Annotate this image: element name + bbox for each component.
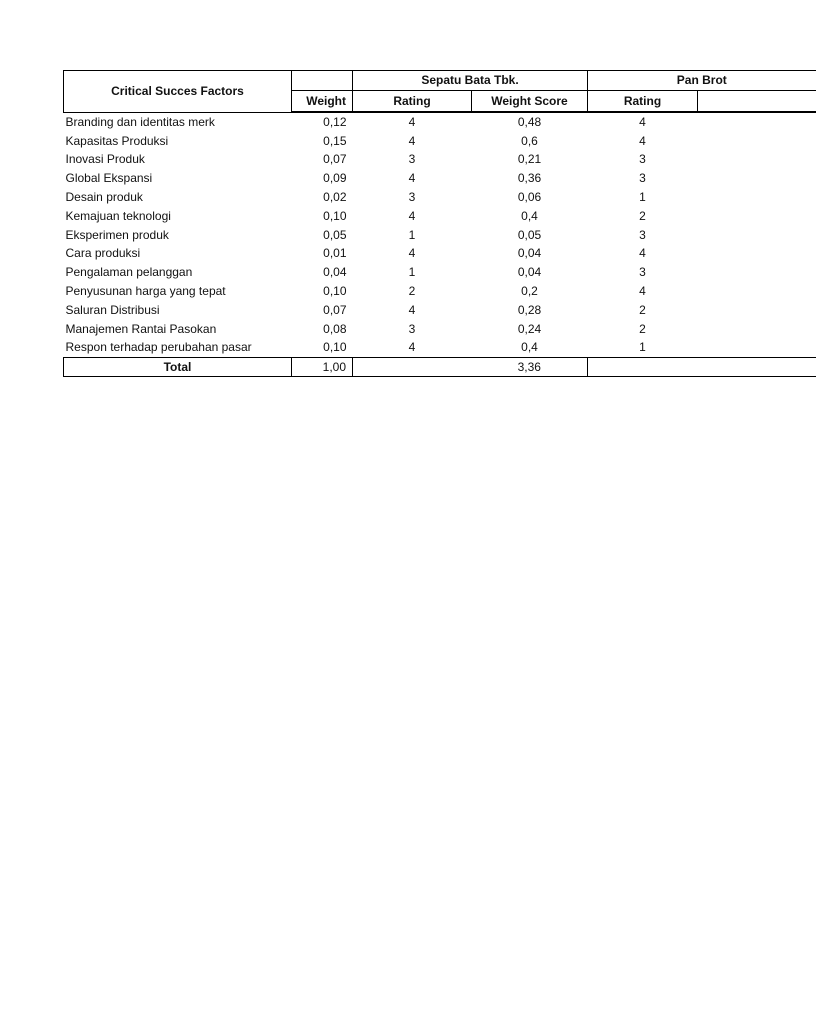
score-1-cell: 0,06 [517,190,542,205]
factor-cell: Cara produksi [65,246,141,261]
rating-1-cell: 4 [408,114,416,129]
factor-cell: Kemajuan teknologi [65,208,171,223]
weight-cell: 0,05 [323,227,347,242]
table-row [64,263,816,282]
rating-2-cell: 3 [639,171,646,186]
rating-1-cell: 1 [408,227,416,242]
rating-2-cell: 1 [639,340,646,355]
csf-header: Critical Succes Factors [64,71,292,113]
table-row [64,151,816,170]
score-1-cell: 0,28 [517,302,542,317]
table-row [64,132,816,151]
total-weight: 1,00 [292,358,353,377]
csf-table [63,70,816,377]
weight-cell: 0,10 [323,284,347,299]
table-row [64,188,816,207]
table-row [64,301,816,320]
score-2-cell [698,245,816,264]
score-1-cell: 0,04 [517,246,542,261]
company-2-name: Pan Brot [588,71,816,91]
factor-cell: Desain produk [65,190,143,205]
table-row [64,245,816,264]
weight-cell: 0,02 [323,190,347,205]
factor-cell: Kapasitas Produksi [65,133,169,148]
table-row [64,339,816,358]
rating-1-cell: 4 [408,340,416,355]
rating-1-cell: 4 [408,246,416,261]
rating-2-cell: 3 [639,227,646,242]
score-2-cell [698,282,816,301]
total-rating-2 [588,358,698,377]
rating-2-cell: 3 [639,265,646,280]
score-2-cell [698,188,816,207]
score-2-cell [698,226,816,245]
table-row [64,226,816,245]
rating-1-cell: 1 [408,265,416,280]
score-1-cell: 0,24 [517,321,542,336]
factor-cell: Manajemen Rantai Pasokan [65,321,217,336]
table-row [64,112,816,132]
rating-2-cell: 4 [639,284,646,299]
total-score-1: 3,36 [472,358,588,377]
score-header-1: Weight Score [472,91,588,113]
score-1-cell: 0,4 [521,340,538,355]
rating-2-cell: 4 [639,246,646,261]
score-header-2 [698,91,816,113]
score-1-cell: 0,48 [517,114,542,129]
weight-cell: 0,10 [323,340,347,355]
score-2-cell [698,320,816,339]
weight-cell: 0,07 [323,152,347,167]
weight-cell: 0,01 [323,246,347,261]
score-1-cell: 0,6 [521,133,538,148]
rating-1-cell: 4 [408,302,416,317]
weight-cell: 0,07 [323,302,347,317]
rating-2-cell: 3 [639,152,646,167]
table-row [64,282,816,301]
total-rating-1 [353,358,472,377]
total-row [64,358,816,377]
spreadsheet-viewport [63,70,727,390]
table-row [64,207,816,226]
weight-cell: 0,04 [323,265,347,280]
rating-2-cell: 2 [639,208,646,223]
factor-cell: Saluran Distribusi [65,302,160,317]
score-1-cell: 0,2 [521,284,538,299]
total-score-2 [698,358,816,377]
score-1-cell: 0,05 [517,227,542,242]
rating-header-1: Rating [353,91,472,113]
rating-1-cell: 3 [408,190,416,205]
factor-cell: Global Ekspansi [65,171,153,186]
rating-2-cell: 4 [639,133,646,148]
factor-cell: Eksperimen produk [65,227,169,242]
weight-header: Weight [292,91,353,113]
factor-cell: Branding dan identitas merk [65,114,215,129]
weight-cell: 0,15 [323,133,347,148]
rating-header-2: Rating [588,91,698,113]
table-row [64,320,816,339]
weight-cell: 0,10 [323,208,347,223]
score-2-cell [698,339,816,358]
rating-1-cell: 4 [408,171,416,186]
score-1-cell: 0,04 [517,265,542,280]
rating-1-cell: 3 [408,321,416,336]
table-row [64,169,816,188]
rating-2-cell: 4 [639,114,646,129]
rating-2-cell: 1 [639,190,646,205]
rating-1-cell: 3 [408,152,416,167]
factor-cell: Pengalaman pelanggan [65,265,193,280]
score-1-cell: 0,4 [521,208,538,223]
weight-cell: 0,08 [323,321,347,336]
factor-cell: Penyusunan harga yang tepat [65,284,226,299]
score-1-cell: 0,21 [517,152,542,167]
score-2-cell [698,132,816,151]
factor-cell: Respon terhadap perubahan pasar [65,340,252,355]
score-1-cell: 0,36 [517,171,542,186]
factor-cell: Inovasi Produk [65,152,145,167]
rating-1-cell: 2 [408,284,416,299]
rating-1-cell: 4 [408,133,416,148]
rating-1-cell: 4 [408,208,416,223]
score-2-cell [698,151,816,170]
header-row-companies [64,71,816,91]
total-label: Total [64,358,292,377]
rating-2-cell: 2 [639,302,646,317]
weight-cell: 0,12 [323,114,347,129]
score-2-cell [698,207,816,226]
rating-2-cell: 2 [639,321,646,336]
score-2-cell [698,169,816,188]
score-2-cell [698,263,816,282]
weight-header-top [292,71,353,91]
company-1-name: Sepatu Bata Tbk. [353,71,588,91]
weight-cell: 0,09 [323,171,347,186]
score-2-cell [698,112,816,132]
score-2-cell [698,301,816,320]
